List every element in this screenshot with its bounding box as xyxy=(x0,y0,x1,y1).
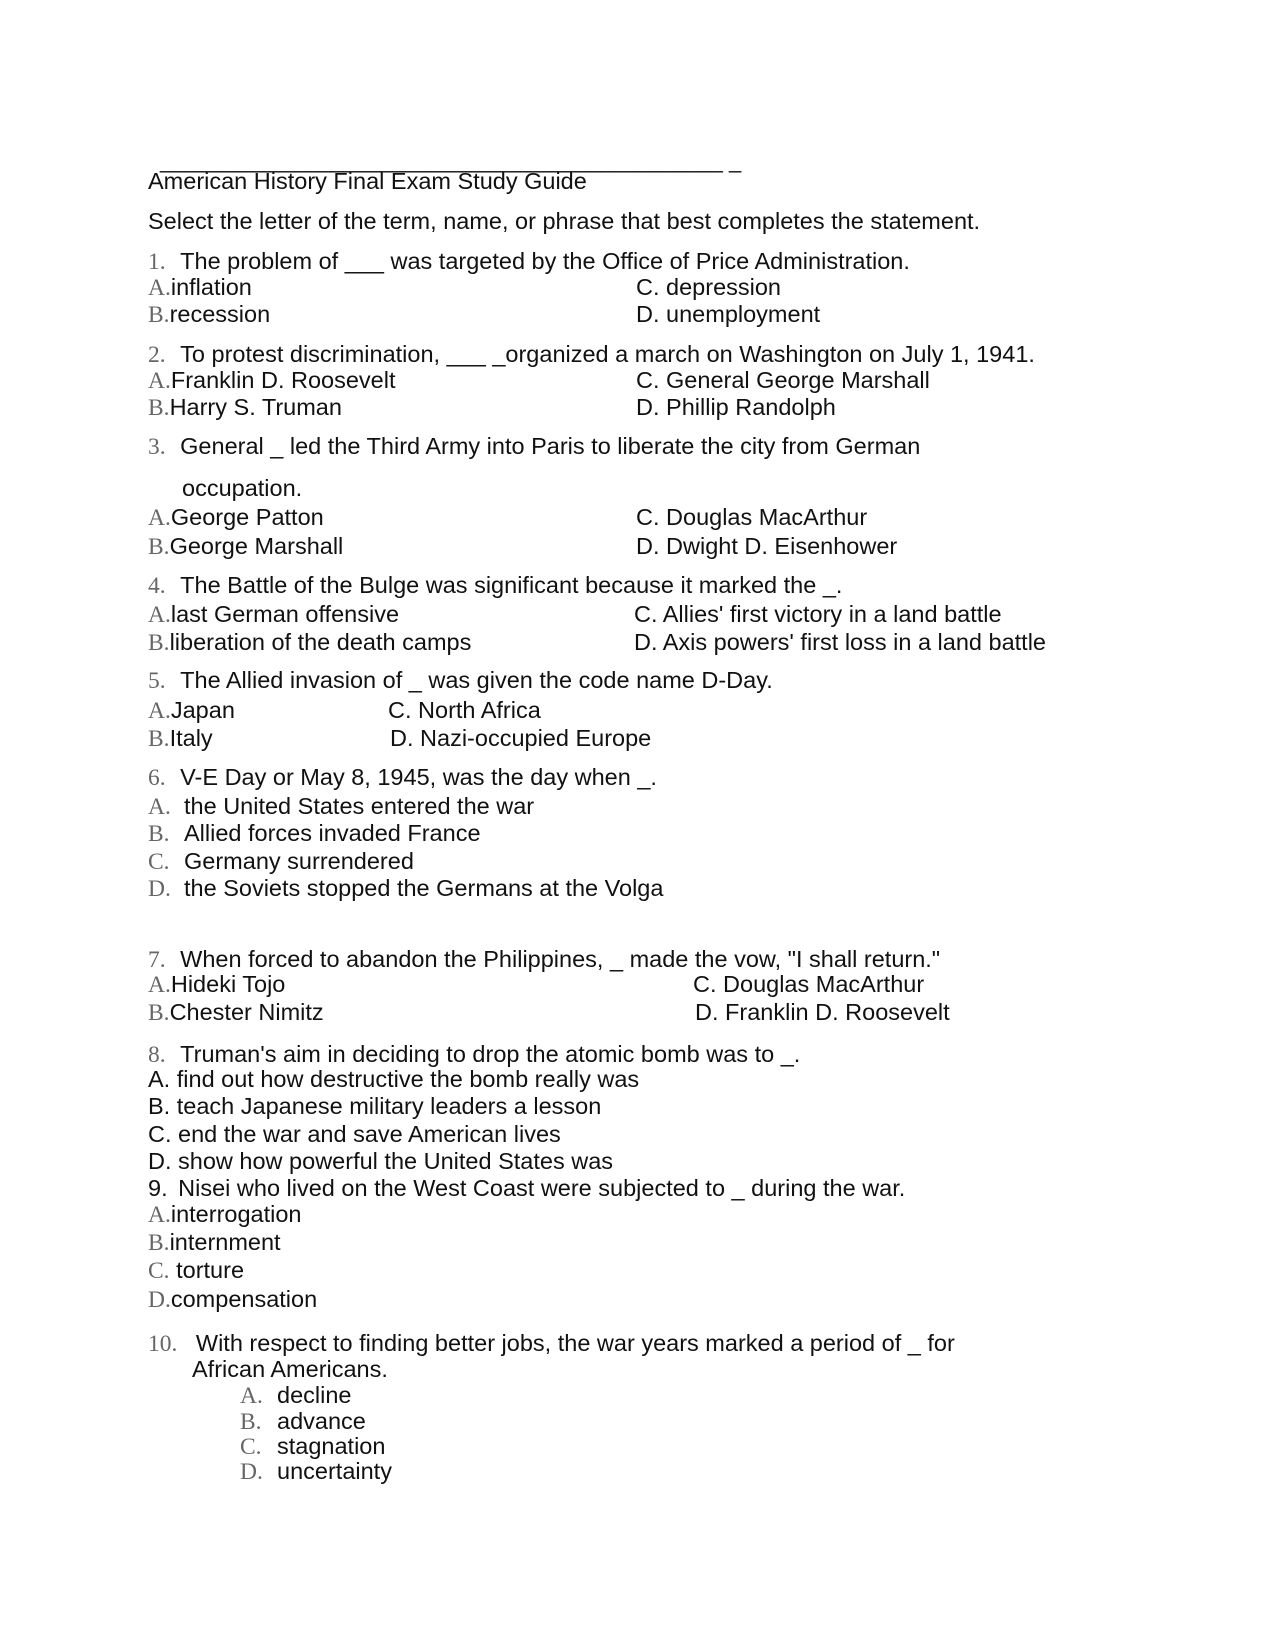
question-text: Nisei who lived on the West Coast were subjected to _ during the war. xyxy=(178,1175,906,1201)
option-text: the United States entered the war xyxy=(184,793,535,819)
option-text: decline xyxy=(277,1382,352,1408)
option-text: Franklin D. Roosevelt xyxy=(170,367,396,393)
option-b[interactable] xyxy=(148,631,471,656)
question-number: 8. xyxy=(148,1042,166,1068)
option-letter: B. xyxy=(148,395,170,421)
option-text: Chester Nimitz xyxy=(169,999,324,1025)
question-3 xyxy=(148,435,920,460)
option-letter: D. xyxy=(636,394,660,420)
question-8 xyxy=(148,1043,800,1068)
option-text: torture xyxy=(176,1257,245,1283)
option-letter: C. xyxy=(388,697,412,723)
option-a[interactable] xyxy=(148,276,252,301)
question-9 xyxy=(148,1177,905,1201)
option-text: Harry S. Truman xyxy=(169,394,342,420)
option-text: Douglas MacArthur xyxy=(723,971,925,997)
option-d[interactable] xyxy=(636,396,836,420)
question-2 xyxy=(148,343,1035,368)
option-text: Dwight D. Eisenhower xyxy=(666,533,898,559)
option-text: advance xyxy=(277,1408,366,1434)
option-text: show how powerful the United States was xyxy=(178,1148,614,1174)
option-d[interactable] xyxy=(390,727,651,751)
option-letter: A. xyxy=(148,602,171,628)
option-letter: A. xyxy=(148,972,171,998)
option-text: Italy xyxy=(169,725,213,751)
question-number: 9. xyxy=(148,1175,168,1201)
option-text: Germany surrendered xyxy=(184,848,414,874)
option-text: Franklin D. Roosevelt xyxy=(725,999,950,1025)
option-letter: D. xyxy=(636,301,660,327)
option-d[interactable] xyxy=(636,303,820,327)
option-text: depression xyxy=(666,274,781,300)
option-letter: A. xyxy=(148,368,171,394)
option-letter: C. xyxy=(148,1258,170,1284)
option-a[interactable] xyxy=(148,1203,302,1228)
option-letter: C. xyxy=(636,367,660,393)
option-text: George Patton xyxy=(170,504,324,530)
question-10 xyxy=(148,1332,955,1357)
option-letter: D. xyxy=(240,1459,263,1485)
option-b[interactable] xyxy=(148,1095,601,1119)
question-text: The Allied invasion of _ was given the code name D-Day. xyxy=(180,667,773,693)
option-c[interactable] xyxy=(636,506,867,530)
option-c[interactable] xyxy=(388,699,541,723)
option-letter: D. xyxy=(695,999,719,1025)
option-d[interactable] xyxy=(148,1150,613,1174)
question-text: The Battle of the Bulge was significant because it marked the _. xyxy=(180,572,843,598)
option-b[interactable] xyxy=(148,727,213,752)
question-5 xyxy=(148,669,773,694)
instructions: Select the letter of the term, name, or phrase that best completes the statement. xyxy=(148,208,981,234)
option-text: Phillip Randolph xyxy=(666,394,836,420)
option-letter: A. xyxy=(148,1202,171,1228)
option-letter: C. xyxy=(240,1434,262,1460)
question-number: 10. xyxy=(148,1331,178,1357)
option-d[interactable] xyxy=(148,1288,317,1313)
option-b[interactable] xyxy=(148,535,343,560)
option-text: Allied forces invaded France xyxy=(184,820,481,846)
option-d[interactable] xyxy=(695,1001,950,1025)
option-text: compensation xyxy=(170,1286,318,1312)
option-letter: D. xyxy=(390,725,414,751)
option-letter: B. xyxy=(148,630,170,656)
option-text: Nazi-occupied Europe xyxy=(420,725,652,751)
option-c[interactable] xyxy=(148,850,414,875)
option-letter: C. xyxy=(636,274,660,300)
option-c[interactable] xyxy=(634,603,1002,627)
option-text: Japan xyxy=(170,697,235,723)
question-number: 2. xyxy=(148,342,166,368)
option-letter: B. xyxy=(148,726,170,752)
question-number: 3. xyxy=(148,434,166,460)
option-letter: B. xyxy=(148,1230,170,1256)
option-d[interactable] xyxy=(634,631,1046,655)
option-text: Douglas MacArthur xyxy=(666,504,868,530)
option-letter: C. xyxy=(634,601,658,627)
option-letter: B. xyxy=(148,302,170,328)
option-b[interactable] xyxy=(240,1410,366,1435)
option-letter: D. xyxy=(148,876,171,902)
option-text: teach Japanese military leaders a lesson xyxy=(176,1093,602,1119)
question-number: 4. xyxy=(148,573,166,599)
option-letter: C. xyxy=(636,504,660,530)
option-letter: C. xyxy=(693,971,717,997)
option-text: Axis powers' first loss in a land battle xyxy=(662,629,1046,655)
page-title: American History Final Exam Study Guide xyxy=(148,168,587,194)
option-a[interactable] xyxy=(148,795,534,820)
option-a[interactable] xyxy=(148,1068,639,1092)
option-letter: A. xyxy=(240,1383,263,1409)
question-number: 5. xyxy=(148,668,166,694)
option-text: General George Marshall xyxy=(666,367,930,393)
option-text: end the war and save American lives xyxy=(178,1121,561,1147)
option-text: the Soviets stopped the Germans at the Volga xyxy=(184,875,664,901)
question-1 xyxy=(148,250,910,275)
option-d[interactable] xyxy=(240,1460,392,1485)
option-c[interactable] xyxy=(148,1123,561,1147)
option-letter: C. xyxy=(148,849,170,875)
option-c[interactable] xyxy=(240,1435,385,1460)
option-a[interactable] xyxy=(148,506,324,531)
option-a[interactable] xyxy=(240,1384,351,1409)
option-letter: A. xyxy=(148,1066,171,1092)
question-text: With respect to finding better jobs, the war years marked a period of _ for xyxy=(195,1330,955,1356)
question-text: When forced to abandon the Philippines, _ made the vow, "I shall return." xyxy=(180,946,941,972)
option-letter: A. xyxy=(148,698,171,724)
option-letter: B. xyxy=(148,821,170,847)
option-c[interactable] xyxy=(148,1259,244,1284)
question-text: The problem of ___ was targeted by the Office of Price Administration. xyxy=(180,248,910,274)
option-letter: A. xyxy=(148,794,171,820)
question-6 xyxy=(148,766,657,791)
option-b[interactable] xyxy=(148,822,481,847)
name-line[interactable]: ______________________________________________ _ xyxy=(160,148,742,173)
question-text-continued: occupation. xyxy=(182,475,303,501)
option-text: last German offensive xyxy=(170,601,400,627)
option-text: internment xyxy=(169,1229,281,1255)
option-letter: B. xyxy=(148,1093,171,1119)
option-letter: D. xyxy=(636,533,660,559)
option-d[interactable] xyxy=(148,877,663,902)
question-number: 1. xyxy=(148,249,166,275)
option-b[interactable] xyxy=(148,396,342,421)
option-a[interactable] xyxy=(148,699,235,724)
option-letter: B. xyxy=(148,1000,170,1026)
option-text: unemployment xyxy=(666,301,821,327)
option-text: recession xyxy=(169,301,271,327)
option-letter: A. xyxy=(148,275,171,301)
option-text: George Marshall xyxy=(169,533,344,559)
option-text: stagnation xyxy=(277,1433,386,1459)
option-letter: D. xyxy=(634,629,658,655)
option-text: Allies' first victory in a land battle xyxy=(662,601,1002,627)
option-c[interactable] xyxy=(636,276,781,300)
option-c[interactable] xyxy=(693,973,924,997)
option-letter: C. xyxy=(148,1121,172,1147)
option-text: Hideki Tojo xyxy=(170,971,286,997)
option-b[interactable] xyxy=(148,303,270,328)
option-letter: D. xyxy=(148,1287,171,1313)
option-letter: B. xyxy=(240,1409,262,1435)
option-letter: A. xyxy=(148,505,171,531)
option-a[interactable] xyxy=(148,603,399,628)
question-7 xyxy=(148,948,940,973)
option-c[interactable] xyxy=(636,369,930,393)
option-a[interactable] xyxy=(148,973,285,998)
option-text: North Africa xyxy=(418,697,541,723)
question-number: 6. xyxy=(148,765,166,791)
question-text: To protest discrimination, ___ _organized a march on Washington on July 1, 1941. xyxy=(180,341,1035,367)
option-text: liberation of the death camps xyxy=(169,629,472,655)
option-text: inflation xyxy=(170,274,252,300)
option-text: uncertainty xyxy=(277,1458,392,1484)
question-text: Truman's aim in deciding to drop the atomic bomb was to _. xyxy=(180,1041,801,1067)
option-b[interactable] xyxy=(148,1231,281,1256)
question-text-continued: African Americans. xyxy=(192,1356,388,1382)
question-4 xyxy=(148,574,842,599)
question-text: V-E Day or May 8, 1945, was the day when _. xyxy=(180,764,657,790)
option-text: find out how destructive the bomb really was xyxy=(176,1066,640,1092)
option-letter: D. xyxy=(148,1148,172,1174)
option-letter: B. xyxy=(148,534,170,560)
option-b[interactable] xyxy=(148,1001,324,1026)
option-a[interactable] xyxy=(148,369,396,394)
option-text: interrogation xyxy=(170,1201,302,1227)
question-number: 7. xyxy=(148,947,166,973)
option-d[interactable] xyxy=(636,535,897,559)
question-text: General _ led the Third Army into Paris to liberate the city from German xyxy=(180,433,921,459)
